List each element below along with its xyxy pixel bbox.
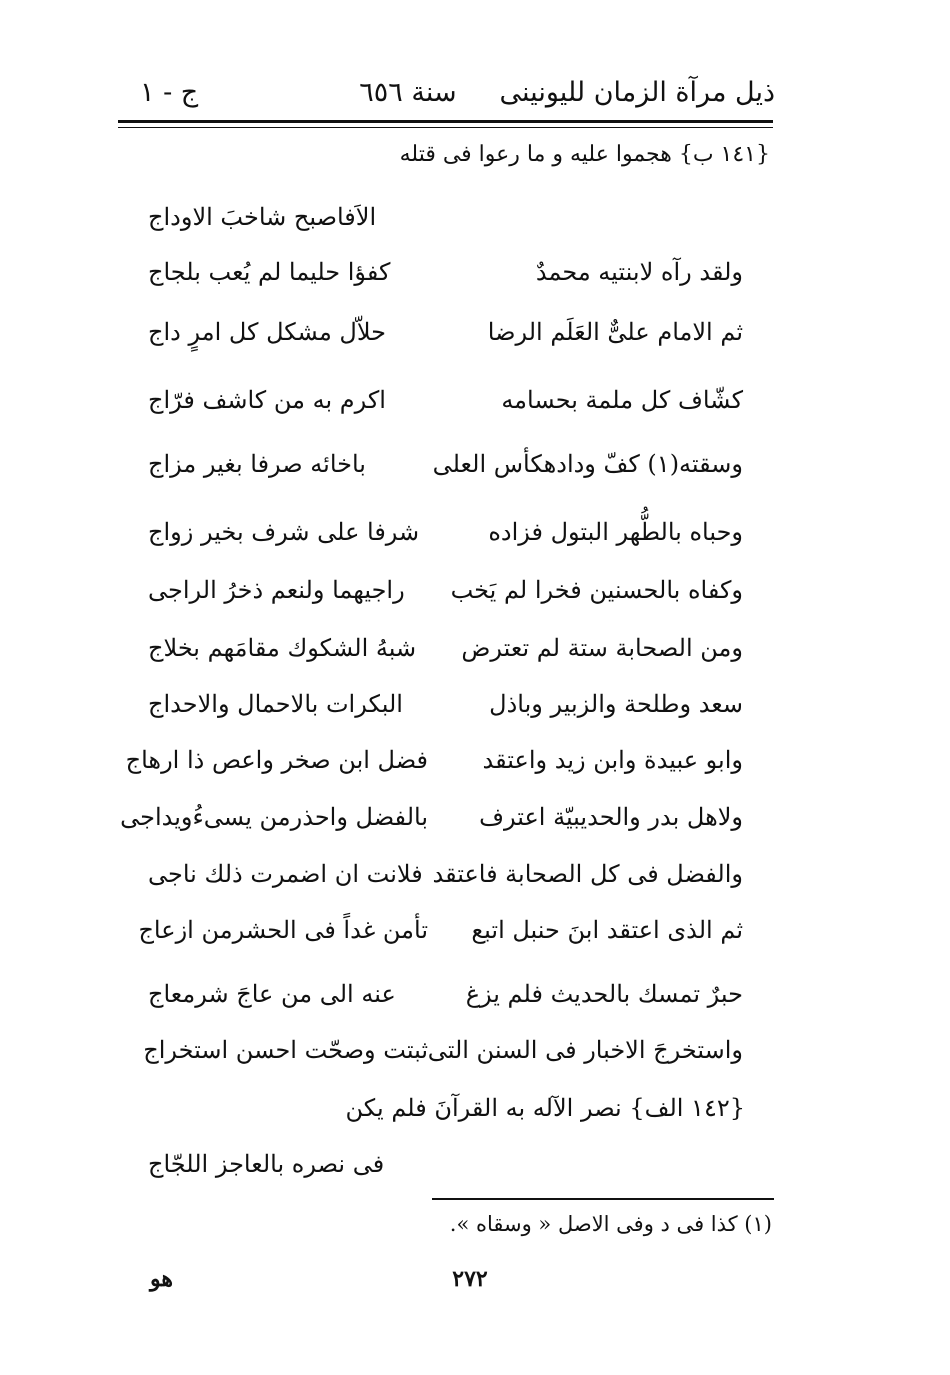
verse-first-hemistich: كشّاف كل ملمة بحسامه — [501, 386, 743, 414]
verse-first-hemistich: وسقته(١) كفّ ودادهكأس العلى — [432, 450, 743, 478]
verse-first-hemistich: ومن الصحابة ستة لم تعترض — [461, 634, 743, 662]
verse-second-hemistich: فضل ابن صخر واعص ذا ارهاج — [125, 746, 428, 774]
verse-line — [148, 860, 743, 900]
verse-line — [148, 634, 743, 674]
verse-first-hemistich: ولاهل بدر والحديبيّة اعترف — [479, 803, 743, 831]
verse-line — [125, 746, 743, 786]
folio-continuation-line: {١٤١ ب} هجموا عليه و ما رعوا فى قتله — [399, 142, 770, 167]
verse-second-hemistich: تأمن غداً فى الحشرمن ازعاج — [138, 916, 428, 944]
verse-line — [148, 386, 743, 426]
verse-hemistich-with-folio: {١٤٢ الف} نصر الآله به القرآنَ فلم يكن — [345, 1094, 745, 1122]
verse-line — [148, 258, 743, 298]
verse-second-hemistich: فلانت ان اضمرت ذلك ناجى — [148, 860, 423, 888]
verse-hemistich: الاَفاصبح شاخبَ الاوداج — [148, 203, 377, 231]
verse-second-hemistich: بالفضل واحذرمن يسىءُويداجى — [120, 803, 428, 831]
verse-line — [148, 576, 743, 616]
verse-line — [148, 690, 743, 730]
verse-second-hemistich: اكرم به من كاشف فرّاج — [148, 386, 386, 414]
verse-first-hemistich: ثم الامام علىٌّ العَلَم الرضا — [487, 318, 743, 346]
verse-line — [143, 1036, 743, 1076]
volume-label: ج - ١ — [140, 76, 199, 108]
verse-second-hemistich: عنه الى من عاجَ شرمعاج — [148, 980, 396, 1008]
verse-second-hemistich: شرفا على شرف بخير زواج — [148, 518, 420, 546]
verse-line — [148, 450, 743, 490]
printer-signature: هو — [150, 1266, 173, 1292]
verse-second-hemistich: ثبتت وصحّت احسن استخراج — [143, 1036, 428, 1064]
verse-first-hemistich: وكفاه بالحسنين فخرا لم يَخب — [450, 576, 743, 604]
verse-line — [120, 803, 743, 843]
verse-line — [148, 518, 743, 558]
page-number: ٢٧٢ — [452, 1266, 488, 1292]
verse-first-hemistich: وحباه بالطُّهر البتول فزاده — [488, 518, 743, 546]
verse-first-hemistich: ولقد رآه لابنتيه محمدٌ — [535, 258, 743, 286]
verse-first-hemistich: واستخرجَ الاخبار فى السنن التى — [427, 1036, 743, 1064]
verse-second-hemistich: راجيهما ولنعم ذخرُ الراجى — [148, 576, 405, 604]
verse-line — [148, 318, 743, 358]
verse-first-hemistich: والفضل فى كل الصحابة فاعتقد — [432, 860, 743, 888]
verse-first-hemistich: ثم الذى اعتقد ابنَ حنبل اتبع — [471, 916, 743, 944]
book-title: ذيل مرآة الزمان لليونينى — [499, 76, 775, 108]
footnote-rule — [432, 1198, 774, 1200]
verse-second-hemistich: شبهُ الشكوك مقامَهم بخلاج — [148, 634, 417, 662]
verse-second-hemistich: كفؤا حليما لم يُعب بلجاج — [148, 258, 391, 286]
verse-line — [138, 916, 743, 956]
header-year: سنة ٦٥٦ — [359, 76, 457, 108]
verse-line — [148, 980, 743, 1020]
verse-second-hemistich: حلاّل مشكل كل امرٍ داج — [148, 318, 387, 346]
footnote: (١) كذا فى د وفى الاصل « وسقاه ». — [449, 1212, 772, 1236]
verse-first-hemistich: وابو عبيدة وابن زيد واعتقد — [482, 746, 743, 774]
verse-second-hemistich: البكرات بالاحمال والاحداج — [148, 690, 403, 718]
verse-second-hemistich: باخائه صرفا بغير مزاج — [148, 450, 366, 478]
verse-first-hemistich: سعد وطلحة والزبير وباذل — [489, 690, 743, 718]
verse-first-hemistich: حبرٌ تمسك بالحديث فلم يزغ — [465, 980, 743, 1008]
verse-hemistich: فى نصره بالعاجز اللجّاج — [148, 1150, 385, 1178]
